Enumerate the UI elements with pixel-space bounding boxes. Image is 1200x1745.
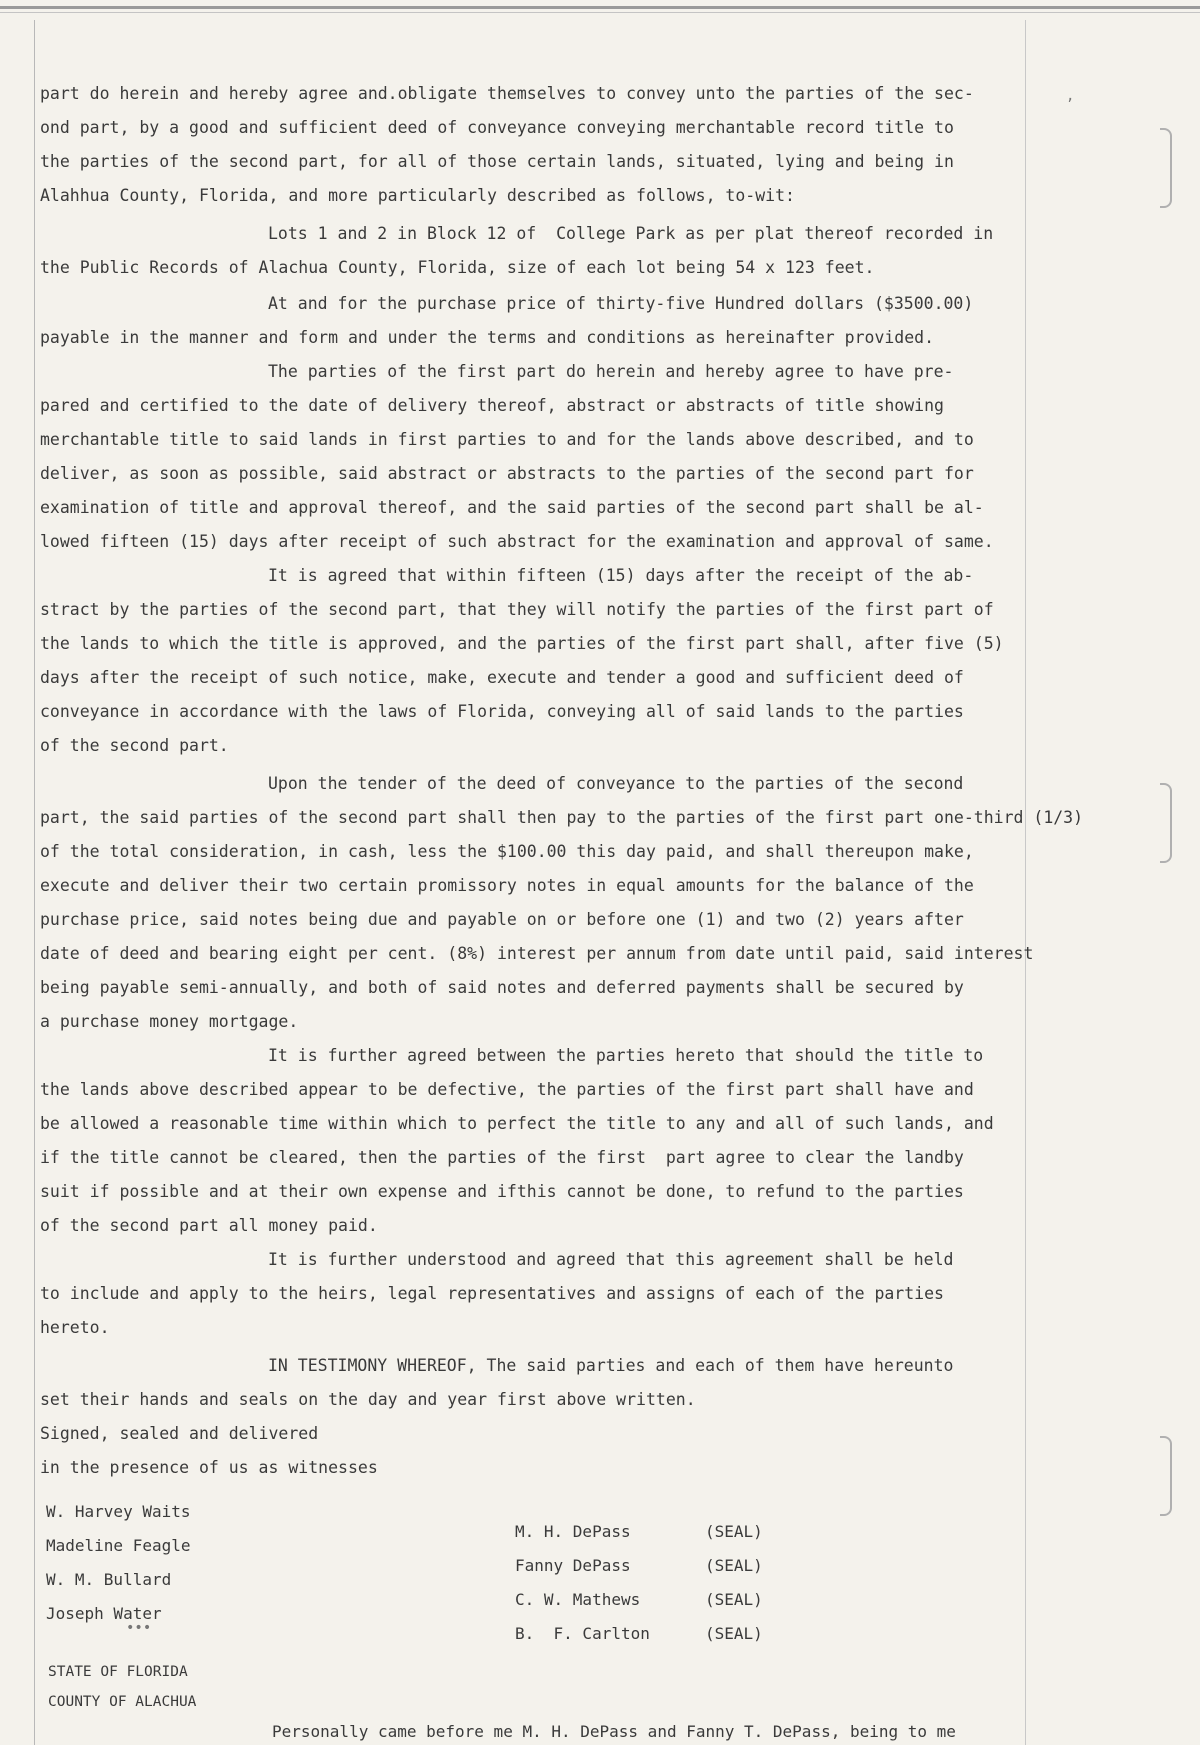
right-margin-rule bbox=[1025, 20, 1026, 1745]
body-line: It is further understood and agreed that this agreement shall be held bbox=[268, 1250, 954, 1269]
signatory-name: C. W. Mathews bbox=[515, 1590, 641, 1609]
body-line: of the second part. bbox=[40, 736, 229, 755]
body-line: of the second part all money paid. bbox=[40, 1216, 378, 1235]
body-line: ond part, by a good and sufficient deed of conveyance conveying merchantable record title to bbox=[40, 118, 954, 137]
body-line: if the title cannot be cleared, then the parties of the first part agree to clear the landby bbox=[40, 1148, 964, 1167]
body-line: purchase price, said notes being due and payable on or before one (1) and two (2) years after bbox=[40, 910, 964, 929]
body-line: part, the said parties of the second part shall then pay to the parties of the first part one-third (1/3) bbox=[40, 808, 1084, 827]
seal-mark: (SEAL) bbox=[705, 1556, 763, 1575]
body-line: It is agreed that within fifteen (15) days after the receipt of the ab- bbox=[268, 566, 974, 585]
body-line: merchantable title to said lands in first parties to and for the lands above described, and to bbox=[40, 430, 974, 449]
witness-name: Madeline Feagle bbox=[46, 1536, 191, 1555]
witness-name: W. M. Bullard bbox=[46, 1570, 172, 1589]
seal-mark: (SEAL) bbox=[705, 1624, 763, 1643]
body-line: It is further agreed between the parties hereto that should the title to bbox=[268, 1046, 984, 1065]
body-line: part do herein and hereby agree and.obligate themselves to convey unto the parties of the sec- bbox=[40, 84, 974, 103]
body-line: examination of title and approval thereof, and the said parties of the second part shall be al- bbox=[40, 498, 984, 517]
body-line: the parties of the second part, for all of those certain lands, situated, lying and being in bbox=[40, 152, 954, 171]
binder-ring-middle bbox=[1160, 783, 1172, 863]
body-line: stract by the parties of the second part, that they will notify the parties of the first part of bbox=[40, 600, 994, 619]
body-line: to include and apply to the heirs, legal representatives and assigns of each of the parties bbox=[40, 1284, 944, 1303]
body-line: the lands above described appear to be defective, the parties of the first part shall have and bbox=[40, 1080, 974, 1099]
body-line: a purchase money mortgage. bbox=[40, 1012, 299, 1031]
body-line: deliver, as soon as possible, said abstract or abstracts to the parties of the second part for bbox=[40, 464, 974, 483]
body-line: be allowed a reasonable time within which to perfect the title to any and all of such lands, and bbox=[40, 1114, 994, 1133]
body-line: hereto. bbox=[40, 1318, 110, 1337]
body-line: in the presence of us as witnesses bbox=[40, 1458, 378, 1477]
body-line: At and for the purchase price of thirty-five Hundred dollars ($3500.00) bbox=[268, 294, 974, 313]
body-line: The parties of the first part do herein and hereby agree to have pre- bbox=[268, 362, 954, 381]
venue-line: STATE OF FLORIDA bbox=[48, 1664, 188, 1680]
scan-speck: ••• bbox=[126, 1620, 152, 1636]
venue-line: COUNTY OF ALACHUA bbox=[48, 1694, 197, 1710]
signatory-name: Fanny DePass bbox=[515, 1556, 631, 1575]
body-line: the lands to which the title is approved, and the parties of the first part shall, after five (5) bbox=[40, 634, 1004, 653]
body-line: of the total consideration, in cash, less the $100.00 this day paid, and shall thereupon make, bbox=[40, 842, 974, 861]
body-line: days after the receipt of such notice, make, execute and tender a good and sufficient deed of bbox=[40, 668, 964, 687]
body-line: Alahhua County, Florida, and more particularly described as follows, to-wit: bbox=[40, 186, 795, 205]
binder-ring-top bbox=[1160, 128, 1172, 208]
body-line: IN TESTIMONY WHEREOF, The said parties and each of them have hereunto bbox=[268, 1356, 954, 1375]
seal-mark: (SEAL) bbox=[705, 1522, 763, 1541]
seal-mark: (SEAL) bbox=[705, 1590, 763, 1609]
acknowledgement-line: Personally came before me M. H. DePass and Fanny T. DePass, being to me bbox=[272, 1722, 956, 1741]
binder-ring-bottom bbox=[1160, 1436, 1172, 1516]
body-line: the Public Records of Alachua County, Florida, size of each lot being 54 x 123 feet. bbox=[40, 258, 875, 277]
scan-speck: , bbox=[1066, 88, 1075, 104]
body-line: suit if possible and at their own expense and ifthis cannot be done, to refund to the parties bbox=[40, 1182, 964, 1201]
signatory-name: M. H. DePass bbox=[515, 1522, 631, 1541]
body-line: Signed, sealed and delivered bbox=[40, 1424, 319, 1443]
left-margin-rule bbox=[34, 20, 35, 1745]
body-line: being payable semi-annually, and both of said notes and deferred payments shall be secured by bbox=[40, 978, 964, 997]
signatory-name: B. F. Carlton bbox=[515, 1624, 650, 1643]
body-line: payable in the manner and form and under the terms and conditions as hereinafter provided. bbox=[40, 328, 935, 347]
top-border bbox=[0, 6, 1200, 9]
body-line: execute and deliver their two certain promissory notes in equal amounts for the balance of the bbox=[40, 876, 974, 895]
witness-name: Joseph Water bbox=[46, 1604, 162, 1623]
body-line: set their hands and seals on the day and year first above written. bbox=[40, 1390, 696, 1409]
body-line: conveyance in accordance with the laws of Florida, conveying all of said lands to the parties bbox=[40, 702, 964, 721]
body-line: lowed fifteen (15) days after receipt of such abstract for the examination and approval of same. bbox=[40, 532, 994, 551]
body-line: Lots 1 and 2 in Block 12 of College Park as per plat thereof recorded in bbox=[268, 224, 994, 243]
body-line: pared and certified to the date of delivery thereof, abstract or abstracts of title showing bbox=[40, 396, 944, 415]
top-border-secondary bbox=[0, 12, 1200, 13]
body-line: Upon the tender of the deed of conveyance to the parties of the second bbox=[268, 774, 964, 793]
body-line: date of deed and bearing eight per cent. (8%) interest per annum from date until paid, said interest bbox=[40, 944, 1034, 963]
witness-name: W. Harvey Waits bbox=[46, 1502, 191, 1521]
